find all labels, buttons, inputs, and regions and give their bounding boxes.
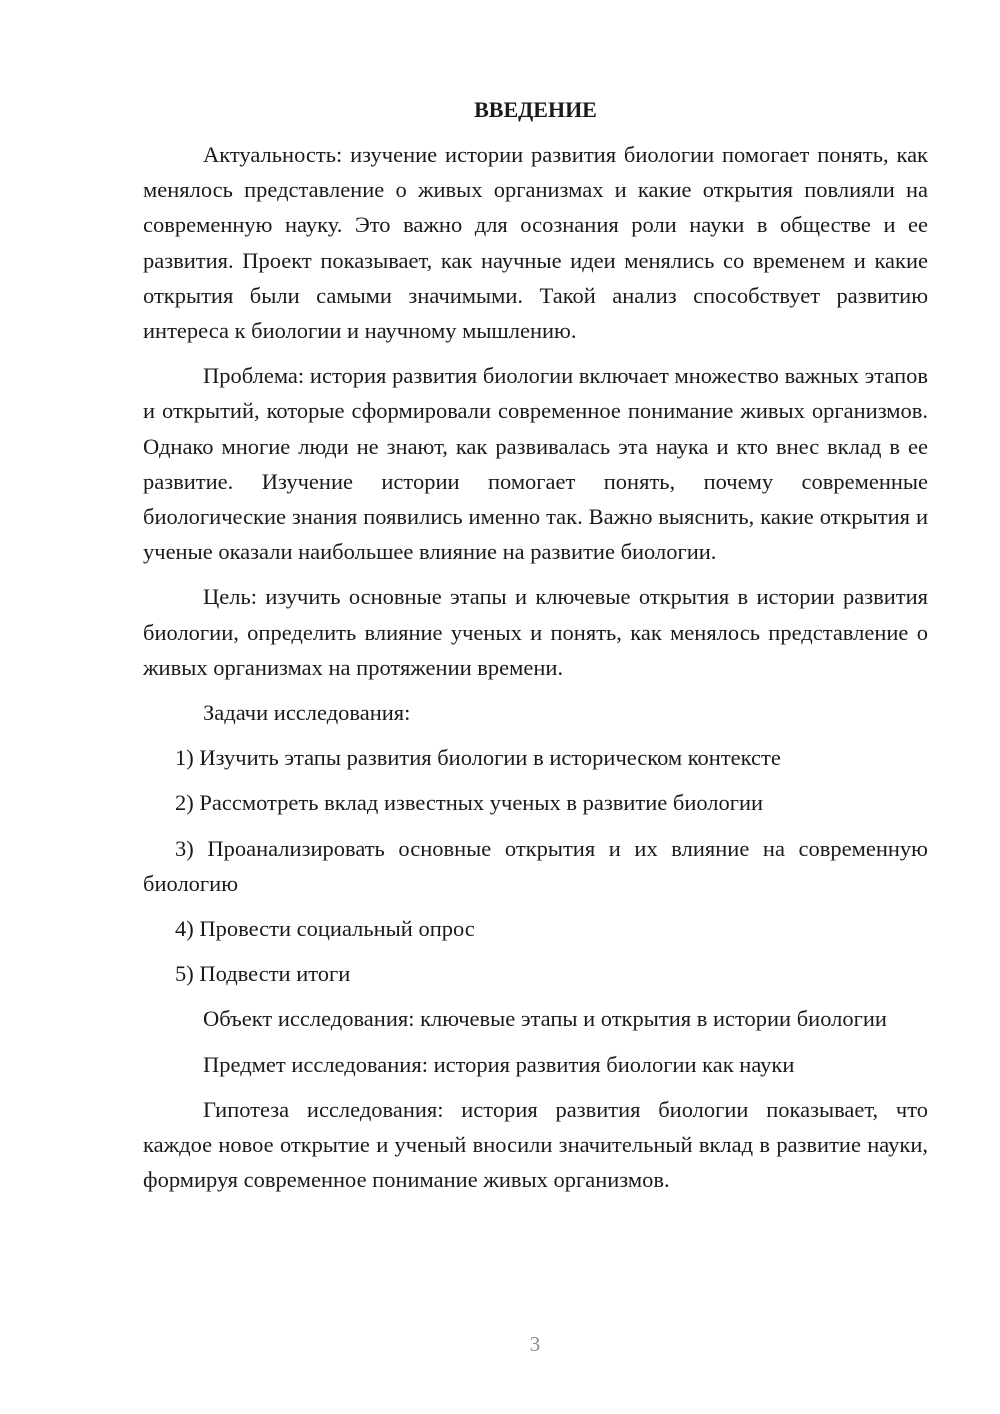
tasks-heading: Задачи исследования: bbox=[203, 700, 411, 726]
document-page bbox=[143, 92, 928, 1207]
task-item-2: 2) Рассмотреть вклад известных ученых в развитие биологии bbox=[175, 790, 764, 816]
problem-paragraph: Проблема: история развития биологии включает множество важных этапов и открытий, которые сформировали современное понимание живых организмов. Однако многие люди не знают, как развивалась эта наука и кто внес вклад в ее развитие. Изучение истории помогает понять, почему современные биологические знания появились именно так. Важно выяснить, какие открытия и ученые оказали наибольшее влияние на развитие биологии. bbox=[143, 363, 928, 565]
task-item-5: 5) Подвести итоги bbox=[175, 961, 351, 987]
object-paragraph: Объект исследования: ключевые этапы и открытия в истории биологии bbox=[203, 1006, 887, 1032]
hypothesis-paragraph: Гипотеза исследования: история развития биологии показывает, что каждое новое открытие и ученый вносили значительный вклад в развитие науки, формируя современное понимание живых организмов. bbox=[143, 1096, 928, 1193]
task-item-1: 1) Изучить этапы развития биологии в историческом контексте bbox=[175, 745, 781, 771]
subject-paragraph: Предмет исследования: история развития биологии как науки bbox=[203, 1051, 795, 1077]
page-title: ВВЕДЕНИЕ bbox=[474, 97, 597, 122]
relevance-paragraph: Актуальность: изучение истории развития биологии помогает понять, как менялось представление о живых организмах и какие открытия повлияли на современную науку. Это важно для осознания роли науки в обществе и ее развития. Проект показывает, как научные идеи менялись со временем и какие открытия были самыми значимыми. Такой анализ способствует развитию интереса к биологии и научному мышлению. bbox=[143, 142, 928, 344]
task-item-3: 3) Проанализировать основные открытия и их влияние на современную биологию bbox=[143, 835, 928, 896]
page-number: 3 bbox=[529, 1332, 541, 1356]
task-item-4: 4) Провести социальный опрос bbox=[175, 916, 475, 942]
goal-paragraph: Цель: изучить основные этапы и ключевые открытия в истории развития биологии, определить влияние ученых и понять, как менялось представление о живых организмах на протяжении времени. bbox=[143, 584, 928, 680]
